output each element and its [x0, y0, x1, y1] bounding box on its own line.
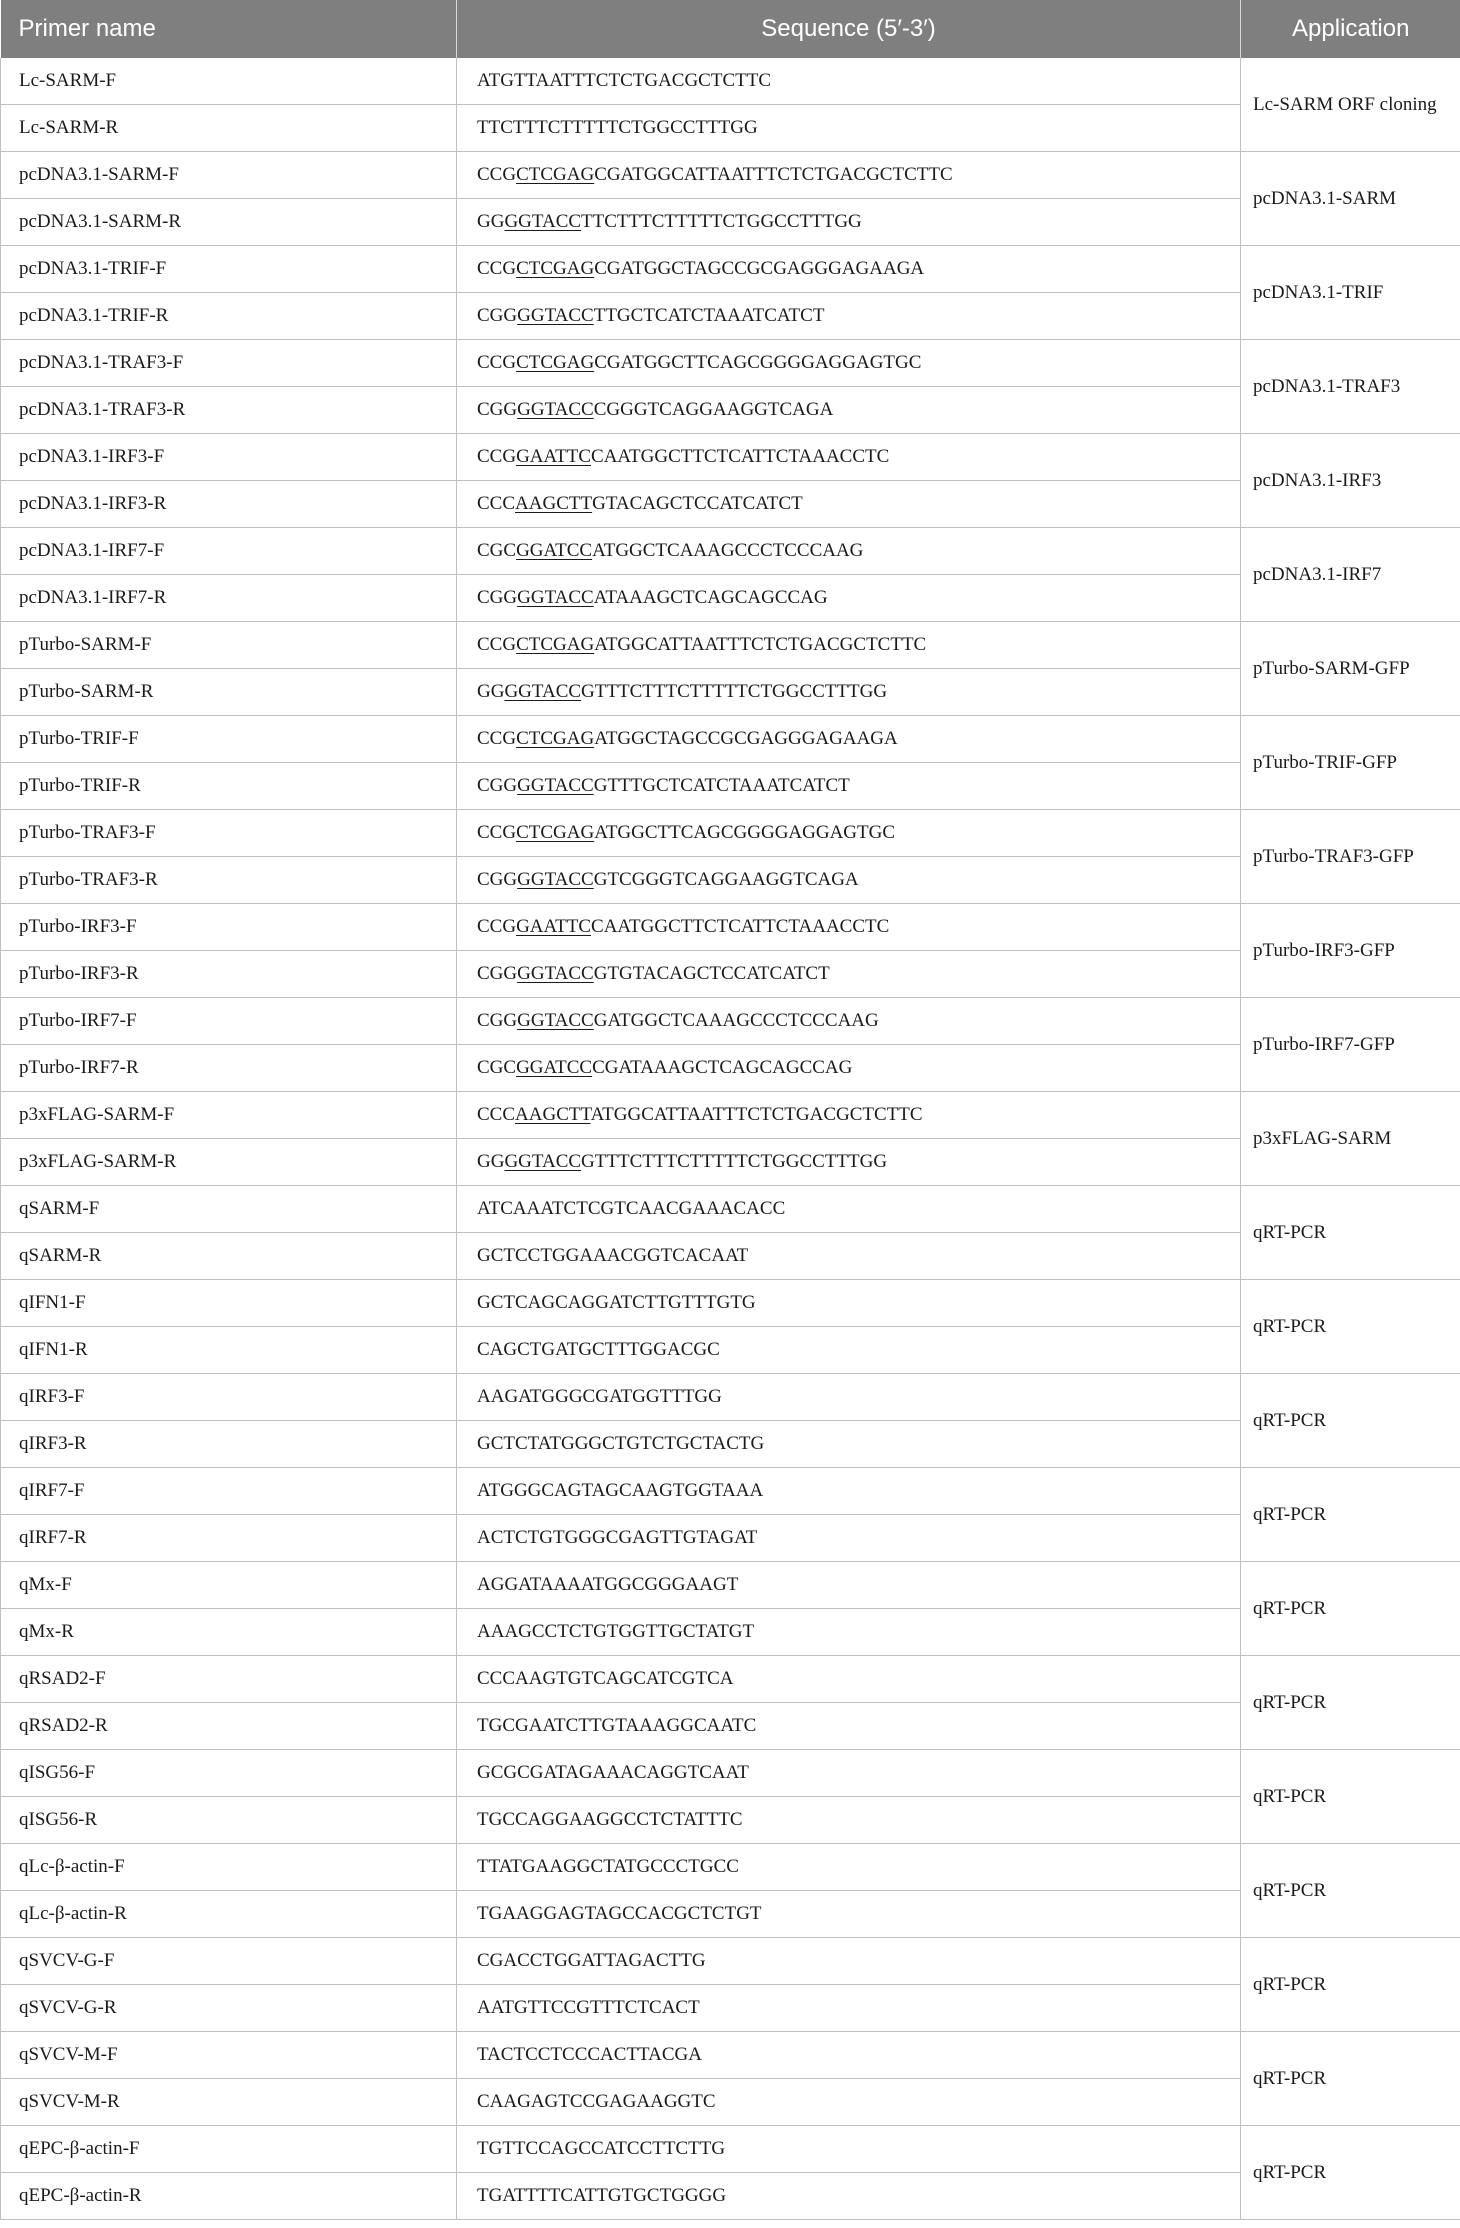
restriction-site: GGTACC [517, 1010, 594, 1031]
sequence-rest: GTCGGGTCAGGAAGGTCAGA [593, 869, 859, 890]
restriction-site: GAATTC [516, 916, 592, 937]
sequence-prefix: CCG [477, 916, 517, 937]
sequence-rest: ATAAAGCTCAGCAGCCAG [593, 587, 828, 608]
sequence-rest: CAATGGCTTCTCATTCTAAACCTC [591, 916, 890, 937]
primer-name-cell: qLc-β-actin-F [1, 1844, 457, 1891]
application-cell: qRT-PCR [1241, 1280, 1460, 1374]
sequence-cell [457, 1938, 1241, 1985]
table-row [1, 528, 1460, 575]
header-primer-name: Primer name [1, 0, 457, 58]
sequence-cell [457, 1515, 1241, 1562]
sequence-cell [457, 246, 1241, 293]
table-row [1, 1750, 1460, 1797]
primer-name-cell: pcDNA3.1-TRIF-F [1, 246, 457, 293]
sequence-rest: CGATGGCTTCAGCGGGGAGGAGTGC [594, 352, 922, 373]
primer-name-cell: pTurbo-TRAF3-F [1, 810, 457, 857]
sequence-rest: ATCAAATCTCGTCAACGAAACACC [477, 1198, 786, 1219]
sequence-rest: TTCTTTCTTTTTCTGGCCTTTGG [477, 117, 758, 138]
sequence-rest: TGAAGGAGTAGCCACGCTCTGT [477, 1903, 762, 1924]
sequence-cell [457, 951, 1241, 998]
sequence-rest: CGATGGCATTAATTTCTCTGACGCTCTTC [594, 164, 953, 185]
primer-name-cell: pcDNA3.1-IRF3-F [1, 434, 457, 481]
restriction-site: GGTACC [504, 681, 582, 702]
sequence-rest: AGGATAAAATGGCGGGAAGT [477, 1574, 739, 1595]
primer-name-cell: p3xFLAG-SARM-F [1, 1092, 457, 1139]
sequence-rest: TTATGAAGGCTATGCCCTGCC [477, 1856, 739, 1877]
sequence-cell [457, 481, 1241, 528]
sequence-rest: TTCTTTCTTTTTCTGGCCTTTGG [581, 211, 862, 232]
sequence-cell [457, 1374, 1241, 1421]
sequence-prefix: CCG [477, 822, 517, 843]
restriction-site: GGTACC [504, 1151, 582, 1172]
table-row [1, 1938, 1460, 1985]
restriction-site: GGTACC [517, 775, 594, 796]
sequence-cell [457, 1233, 1241, 1280]
table-row [1, 1844, 1460, 1891]
primer-name-cell: pcDNA3.1-SARM-R [1, 199, 457, 246]
application-cell: qRT-PCR [1241, 1186, 1460, 1280]
sequence-rest: AAGATGGGCGATGGTTTGG [477, 1386, 722, 1407]
sequence-rest: CAAGAGTCCGAGAAGGTC [477, 2091, 716, 2112]
sequence-rest: GTACAGCTCCATCATCT [592, 493, 803, 514]
primer-name-cell: qIRF7-R [1, 1515, 457, 1562]
table-row [1, 998, 1460, 1045]
primer-name-cell: pTurbo-IRF3-F [1, 904, 457, 951]
sequence-cell [457, 387, 1241, 434]
restriction-site: GGATCC [516, 540, 593, 561]
primer-name-cell: pTurbo-IRF7-R [1, 1045, 457, 1092]
sequence-prefix: GG [477, 211, 505, 232]
table-row [1, 434, 1460, 481]
sequence-prefix: CCG [477, 728, 517, 749]
restriction-site: CTCGAG [516, 728, 595, 749]
header-row [1, 0, 1460, 58]
header-sequence: Sequence (5′-3′) [457, 0, 1241, 58]
primer-name-cell: pTurbo-SARM-F [1, 622, 457, 669]
sequence-rest: AATGTTCCGTTTCTCACT [477, 1997, 700, 2018]
primer-name-cell: pTurbo-TRIF-R [1, 763, 457, 810]
sequence-cell [457, 716, 1241, 763]
sequence-prefix: CGG [477, 869, 518, 890]
primer-name-cell: qSARM-R [1, 1233, 457, 1280]
primer-name-cell: pcDNA3.1-IRF7-R [1, 575, 457, 622]
restriction-site: GAATTC [516, 446, 592, 467]
table-row [1, 58, 1460, 105]
primer-name-cell: qIFN1-F [1, 1280, 457, 1327]
sequence-cell [457, 1985, 1241, 2032]
table-row [1, 1280, 1460, 1327]
sequence-cell [457, 1468, 1241, 1515]
sequence-cell [457, 1092, 1241, 1139]
primer-name-cell: Lc-SARM-F [1, 58, 457, 105]
primer-name-cell: pcDNA3.1-TRAF3-R [1, 387, 457, 434]
sequence-prefix: GG [477, 681, 505, 702]
sequence-rest: ATGGCTAGCCGCGAGGGAGAAGA [594, 728, 898, 749]
primer-name-cell: qEPC-β-actin-R [1, 2173, 457, 2220]
sequence-prefix: CCG [477, 164, 517, 185]
table-row [1, 2126, 1460, 2173]
sequence-rest: ATGGCTTCAGCGGGGAGGAGTGC [594, 822, 896, 843]
primer-name-cell: qSVCV-M-F [1, 2032, 457, 2079]
sequence-rest: ATGGCATTAATTTCTCTGACGCTCTTC [590, 1104, 923, 1125]
application-cell: p3xFLAG-SARM [1241, 1092, 1460, 1186]
application-cell: qRT-PCR [1241, 1374, 1460, 1468]
application-cell: qRT-PCR [1241, 1562, 1460, 1656]
sequence-prefix: CGG [477, 587, 518, 608]
primer-name-cell: qISG56-F [1, 1750, 457, 1797]
sequence-cell [457, 2032, 1241, 2079]
application-cell: qRT-PCR [1241, 2126, 1460, 2220]
restriction-site: CTCGAG [516, 164, 595, 185]
primer-name-cell: qEPC-β-actin-F [1, 2126, 457, 2173]
restriction-site: CTCGAG [516, 352, 595, 373]
sequence-cell [457, 1750, 1241, 1797]
primer-name-cell: pcDNA3.1-SARM-F [1, 152, 457, 199]
sequence-prefix: CGC [477, 540, 517, 561]
header-application: Application [1241, 0, 1460, 58]
table-row [1, 1092, 1460, 1139]
table-row [1, 1374, 1460, 1421]
sequence-rest: CAATGGCTTCTCATTCTAAACCTC [591, 446, 890, 467]
restriction-site: GGTACC [517, 399, 594, 420]
primer-name-cell: qSARM-F [1, 1186, 457, 1233]
application-cell: pTurbo-TRAF3-GFP [1241, 810, 1460, 904]
application-cell: pcDNA3.1-TRAF3 [1241, 340, 1460, 434]
sequence-cell [457, 1844, 1241, 1891]
restriction-site: CTCGAG [516, 258, 595, 279]
sequence-rest: TGCCAGGAAGGCCTCTATTTC [477, 1809, 743, 1830]
primer-name-cell: qSVCV-M-R [1, 2079, 457, 2126]
primer-name-cell: qSVCV-G-R [1, 1985, 457, 2032]
sequence-rest: TTGCTCATCTAAATCATCT [593, 305, 825, 326]
sequence-rest: GCTCCTGGAAACGGTCACAAT [477, 1245, 749, 1266]
application-cell: pTurbo-IRF3-GFP [1241, 904, 1460, 998]
primer-name-cell: qMx-F [1, 1562, 457, 1609]
sequence-rest: CGGGTCAGGAAGGTCAGA [593, 399, 834, 420]
primer-name-cell: pcDNA3.1-TRAF3-F [1, 340, 457, 387]
sequence-prefix: CGG [477, 399, 518, 420]
table-row [1, 810, 1460, 857]
primer-name-cell: pTurbo-IRF3-R [1, 951, 457, 998]
sequence-cell [457, 1797, 1241, 1844]
table-row [1, 152, 1460, 199]
sequence-cell [457, 1656, 1241, 1703]
primer-name-cell: qMx-R [1, 1609, 457, 1656]
sequence-cell [457, 763, 1241, 810]
application-cell: pTurbo-TRIF-GFP [1241, 716, 1460, 810]
sequence-prefix: CGG [477, 963, 518, 984]
sequence-cell [457, 1609, 1241, 1656]
sequence-prefix: CGG [477, 1010, 518, 1031]
restriction-site: GGTACC [517, 869, 594, 890]
table-row [1, 622, 1460, 669]
primer-name-cell: qIRF7-F [1, 1468, 457, 1515]
sequence-rest: CGATAAAGCTCAGCAGCCAG [592, 1057, 853, 1078]
sequence-cell [457, 340, 1241, 387]
sequence-cell [457, 669, 1241, 716]
sequence-rest: GTTTGCTCATCTAAATCATCT [593, 775, 850, 796]
sequence-rest: AAAGCCTCTGTGGTTGCTATGT [477, 1621, 755, 1642]
restriction-site: CTCGAG [516, 634, 595, 655]
sequence-cell [457, 904, 1241, 951]
application-cell: qRT-PCR [1241, 1656, 1460, 1750]
primer-name-cell: qIRF3-F [1, 1374, 457, 1421]
application-cell: pTurbo-SARM-GFP [1241, 622, 1460, 716]
primer-name-cell: qIRF3-R [1, 1421, 457, 1468]
table-row [1, 1656, 1460, 1703]
sequence-cell [457, 1562, 1241, 1609]
sequence-rest: ATGGGCAGTAGCAAGTGGTAAA [477, 1480, 764, 1501]
primer-name-cell: pTurbo-SARM-R [1, 669, 457, 716]
sequence-prefix: CCC [477, 493, 516, 514]
sequence-rest: ATGGCTCAAAGCCCTCCCAAG [592, 540, 864, 561]
sequence-cell [457, 1327, 1241, 1374]
application-cell: qRT-PCR [1241, 1844, 1460, 1938]
sequence-rest: TACTCCTCCCACTTACGA [477, 2044, 702, 2065]
sequence-prefix: CCG [477, 352, 517, 373]
primer-name-cell: pTurbo-IRF7-F [1, 998, 457, 1045]
application-cell: qRT-PCR [1241, 2032, 1460, 2126]
restriction-site: AAGCTT [515, 1104, 591, 1125]
sequence-cell [457, 434, 1241, 481]
sequence-cell [457, 1280, 1241, 1327]
primer-name-cell: Lc-SARM-R [1, 105, 457, 152]
restriction-site: AAGCTT [515, 493, 593, 514]
application-cell: Lc-SARM ORF cloning [1241, 58, 1460, 152]
sequence-cell [457, 293, 1241, 340]
sequence-cell [457, 1891, 1241, 1938]
sequence-cell [457, 810, 1241, 857]
restriction-site: GGTACC [517, 963, 594, 984]
sequence-cell [457, 1139, 1241, 1186]
table-row [1, 340, 1460, 387]
sequence-rest: GCTCAGCAGGATCTTGTTTGTG [477, 1292, 756, 1313]
application-cell: pcDNA3.1-IRF7 [1241, 528, 1460, 622]
sequence-prefix: CCG [477, 446, 517, 467]
sequence-prefix: CGC [477, 1057, 517, 1078]
primer-name-cell: qSVCV-G-F [1, 1938, 457, 1985]
sequence-cell [457, 622, 1241, 669]
sequence-prefix: CCG [477, 258, 517, 279]
sequence-rest: GCTCTATGGGCTGTCTGCTACTG [477, 1433, 765, 1454]
primer-name-cell: qIFN1-R [1, 1327, 457, 1374]
sequence-cell [457, 528, 1241, 575]
primer-name-cell: pcDNA3.1-IRF3-R [1, 481, 457, 528]
primer-name-cell: qRSAD2-R [1, 1703, 457, 1750]
sequence-cell [457, 152, 1241, 199]
sequence-rest: CAGCTGATGCTTTGGACGC [477, 1339, 720, 1360]
restriction-site: GGATCC [516, 1057, 593, 1078]
sequence-rest: GTTTCTTTCTTTTTCTGGCCTTTGG [581, 681, 888, 702]
primer-name-cell: pcDNA3.1-IRF7-F [1, 528, 457, 575]
sequence-rest: TGATTTTCATTGTGCTGGGG [477, 2185, 727, 2206]
sequence-cell [457, 2173, 1241, 2220]
sequence-prefix: CCC [477, 1104, 516, 1125]
application-cell: qRT-PCR [1241, 1938, 1460, 2032]
sequence-rest: ACTCTGTGGGCGAGTTGTAGAT [477, 1527, 758, 1548]
sequence-cell [457, 58, 1241, 105]
sequence-rest: CGATGGCTAGCCGCGAGGGAGAAGA [594, 258, 925, 279]
restriction-site: GGTACC [517, 587, 594, 608]
sequence-cell [457, 1045, 1241, 1092]
sequence-rest: CCCAAGTGTCAGCATCGTCA [477, 1668, 734, 1689]
sequence-prefix: CCG [477, 634, 517, 655]
primer-name-cell: pcDNA3.1-TRIF-R [1, 293, 457, 340]
application-cell: pcDNA3.1-TRIF [1241, 246, 1460, 340]
sequence-cell [457, 1186, 1241, 1233]
sequence-rest: TGCGAATCTTGTAAAGGCAATC [477, 1715, 757, 1736]
table-row [1, 1468, 1460, 1515]
application-cell: pcDNA3.1-SARM [1241, 152, 1460, 246]
application-cell: qRT-PCR [1241, 1468, 1460, 1562]
table-row [1, 1562, 1460, 1609]
table-body [1, 58, 1460, 2220]
sequence-cell [457, 998, 1241, 1045]
sequence-rest: GCGCGATAGAAACAGGTCAAT [477, 1762, 749, 1783]
sequence-cell [457, 2079, 1241, 2126]
sequence-prefix: CGG [477, 775, 518, 796]
sequence-cell [457, 1421, 1241, 1468]
restriction-site: CTCGAG [516, 822, 595, 843]
table-row [1, 904, 1460, 951]
sequence-rest: GATGGCTCAAAGCCCTCCCAAG [593, 1010, 879, 1031]
table-row [1, 246, 1460, 293]
application-cell: pcDNA3.1-IRF3 [1241, 434, 1460, 528]
sequence-rest: CGACCTGGATTAGACTTG [477, 1950, 706, 1971]
sequence-cell [457, 1703, 1241, 1750]
sequence-cell [457, 857, 1241, 904]
restriction-site: GGTACC [504, 211, 582, 232]
primer-name-cell: pTurbo-TRIF-F [1, 716, 457, 763]
sequence-prefix: CGG [477, 305, 518, 326]
primer-name-cell: p3xFLAG-SARM-R [1, 1139, 457, 1186]
primer-name-cell: qLc-β-actin-R [1, 1891, 457, 1938]
table-row [1, 2032, 1460, 2079]
sequence-cell [457, 2126, 1241, 2173]
sequence-prefix: GG [477, 1151, 505, 1172]
application-cell: pTurbo-IRF7-GFP [1241, 998, 1460, 1092]
sequence-rest: ATGTTAATTTCTCTGACGCTCTTC [477, 70, 772, 91]
table-row [1, 1186, 1460, 1233]
sequence-rest: TGTTCCAGCCATCCTTCTTG [477, 2138, 726, 2159]
sequence-rest: GTTTCTTTCTTTTTCTGGCCTTTGG [581, 1151, 888, 1172]
primer-name-cell: qISG56-R [1, 1797, 457, 1844]
sequence-cell [457, 105, 1241, 152]
primer-name-cell: qRSAD2-F [1, 1656, 457, 1703]
sequence-rest: GTGTACAGCTCCATCATCT [593, 963, 830, 984]
sequence-cell [457, 575, 1241, 622]
table-row [1, 716, 1460, 763]
sequence-rest: ATGGCATTAATTTCTCTGACGCTCTTC [594, 634, 927, 655]
restriction-site: GGTACC [517, 305, 594, 326]
sequence-cell [457, 199, 1241, 246]
primer-name-cell: pTurbo-TRAF3-R [1, 857, 457, 904]
application-cell: qRT-PCR [1241, 1750, 1460, 1844]
